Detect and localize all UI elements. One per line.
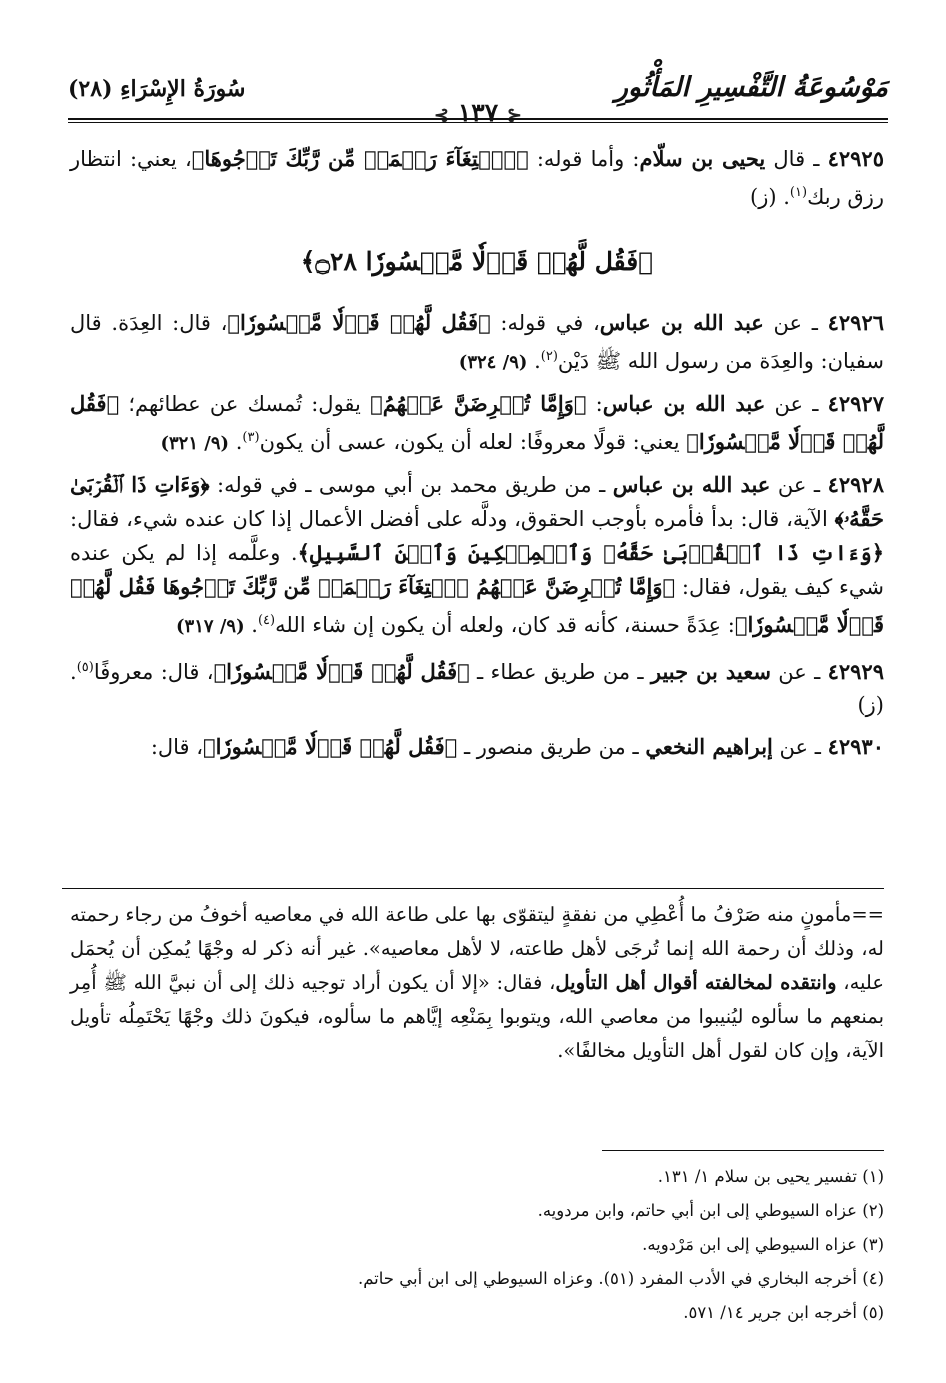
entry-text: :: [586, 392, 603, 416]
entry-text: : عِدَةً حسنة، كأنه قد كان، ولعله أن يكون إن شاء الله: [275, 613, 735, 637]
quran-quote: ﴿وَإِمَّا تُعۡرِضَنَّ عَنۡهُمُ ٱبۡتِغَآءَ رَحۡمَةٖ مِّن رَّبِّكَ تَرۡجُوهَا فَقُل لَّهُمۡ قَوۡلٗا مَّيۡسُورٗا﴾: [70, 574, 884, 637]
quran-quote: ﴿فَقُل لَّهُمۡ قَوۡلٗا مَّيۡسُورٗا﴾: [227, 310, 491, 335]
footnotes: [70, 1160, 884, 1330]
entry-text: ، قال: العِدَة. قال سفيان: والعِدَة من رسول الله ﷺ دَيْن: [70, 311, 884, 373]
entry-text: ـ من طريق محمد بن أبي موسى ـ في قوله:: [209, 473, 613, 497]
quran-quote: ﴿وَءَاتِ ذَا ٱلۡقُرۡبَىٰ حَقَّهُۥ﴾: [70, 472, 884, 531]
footnote-5: (٥) أخرجه ابن جرير ١٤/ ٥٧١.: [683, 1303, 884, 1322]
footnote-ref[interactable]: (٢): [540, 349, 558, 364]
entry-text: ، قال: معروفًا: [93, 660, 214, 684]
entry-number: ٤٢٩٢٧: [827, 391, 884, 416]
continuation-text-2: ، فقال: «إلا أن يكون أراد توجيه ذلك إلى أن نبيَّ الله ﷺ أُمِر بمنعهم ما سألوه ليُنيبوا من معاصي الله، ويتوبوا بِمَنْعِه إيَّاهم ما سألوه، فيكونَ ذلك وجْهًا يَحْتَمِلُه تأويل الآية، وإن كان لقول أهل التأويل مخالفًا».: [70, 971, 884, 1062]
entry-42930: [70, 730, 884, 764]
footnote-3: (٣) عزاه السيوطي إلى ابن مَرْدويه.: [642, 1235, 884, 1254]
ayah-heading: ﴿فَقُل لَّهُمۡ قَوۡلٗا مَّيۡسُورٗا ۝٢٨﴾: [300, 247, 654, 276]
footnote-2: (٢) عزاه السيوطي إلى ابن أبي حاتم، وابن مردويه.: [537, 1201, 884, 1220]
speaker-name: سعيد بن جبير: [650, 659, 771, 684]
speaker-name: إبراهيم النخعي: [645, 734, 773, 759]
quran-quote: ﴿فَقُل لَّهُمۡ قَوۡلٗا مَّيۡسُورٗا﴾: [203, 734, 458, 759]
entry-lead: قال: [765, 147, 806, 171]
surah-title: سُورَةُ الإِسْرَاءِ (٢٨): [68, 76, 246, 102]
book-title: مَوْسُوعَةُ التَّفْسِيرِ المَأْثُورِ: [614, 72, 888, 103]
ornament-left-icon: ⊰: [434, 105, 450, 126]
footnote-ref[interactable]: (٣): [242, 430, 260, 445]
entry-dash: ـ: [802, 311, 828, 335]
footnote-separator-long: [62, 888, 884, 889]
volume-page-ref: (٩/ ٣١٧): [176, 616, 245, 637]
entry-text: . وعلَّمه إذا لم يكن عنده شيء كيف يقول، فقال:: [70, 541, 884, 599]
entry-42926: [70, 306, 884, 379]
footnote-4: (٤) أخرجه البخاري في الأدب المفرد (٥١). وعزاه السيوطي إلى ابن أبي حاتم.: [357, 1269, 884, 1288]
speaker-name: يحيى بن سلّام: [639, 146, 766, 171]
entry-number: ٤٢٩٢٦: [827, 310, 885, 335]
entry-tail: .: [244, 613, 258, 637]
entry-42928: [70, 468, 884, 643]
entry-tail: . (ز): [70, 660, 884, 717]
volume-page-ref: (٩/ ٣٢١): [160, 433, 230, 454]
entry-lead: عن: [770, 660, 807, 684]
entry-42927: [70, 387, 884, 460]
volume-page-ref: (٩/ ٣٢٤): [458, 352, 528, 373]
entry-number: ٤٢٩٣٠: [827, 734, 884, 759]
footnote-separator-short: [602, 1150, 884, 1151]
speaker-name: عبد الله بن عباس: [599, 310, 764, 335]
entry-dash: ـ: [803, 392, 828, 416]
header-rule: [68, 118, 888, 120]
continuation-bold: وانتقده لمخالفته أقوال أهل التأويل: [555, 971, 837, 994]
quran-quote: ﴿فَقُل لَّهُمۡ قَوۡلٗا مَّيۡسُورٗا﴾: [70, 391, 884, 454]
entry-dash: ـ: [805, 147, 828, 171]
entry-lead: عن: [770, 473, 807, 497]
entry-number: ٤٢٩٢٥: [827, 146, 884, 171]
footnote-ref[interactable]: (٥): [76, 660, 94, 675]
entry-dash: ـ: [808, 735, 828, 759]
quran-quote: ﴿وَإِمَّا تُعۡرِضَنَّ عَنۡهُمُ﴾: [370, 391, 587, 416]
entry-dash: ـ: [806, 473, 828, 497]
entry-42925: [70, 142, 884, 214]
quran-quote: ﴿وَءَاتِ ذَا ٱلۡقُرۡبَىٰ حَقَّهُۥ وَٱلۡمِسۡكِينَ وَٱبۡنَ ٱلسَّبِيلِ﴾: [297, 540, 885, 565]
entry-text: ـ من طريق عطاء ـ: [469, 660, 651, 684]
entry-tail: . (ز): [750, 185, 790, 209]
entry-tail: .: [527, 349, 541, 373]
continued-footnote: [70, 898, 884, 1068]
entry-text: الآية، قال: بدأ فأمره بأوجب الحقوق، ودلَّه على أفضل الأعمال إذا كان عنده شيء، فقال:: [70, 507, 835, 531]
entry-text: يقول: تُمسك عن عطائهم؛: [119, 392, 371, 416]
speaker-name: عبد الله بن عباس: [602, 391, 766, 416]
footnote-ref[interactable]: (١): [789, 185, 808, 200]
quran-quote: ﴿فَقُل لَّهُمۡ قَوۡلٗا مَّيۡسُورٗا﴾: [213, 659, 470, 684]
entry-text: ، قال:: [150, 735, 204, 759]
entry-text: ، يعني: انتظار رزق ربك: [70, 147, 884, 209]
entry-lead: عن: [765, 392, 804, 416]
entry-text: يعني: قولًا معروفًا: لعله أن يكون، عسى أن يكون: [259, 430, 687, 454]
speaker-name: عبد الله بن عباس: [612, 472, 771, 497]
entry-lead: عن: [763, 311, 803, 335]
page-number: ١٣٧: [457, 98, 499, 127]
quran-quote: ﴿ٱبۡتِغَآءَ رَحۡمَةٖ مِّن رَّبِّكَ تَرۡجُوهَا﴾: [191, 146, 529, 171]
entry-text: ـ من طريق منصور ـ: [457, 735, 646, 759]
footnote-ref[interactable]: (٤): [257, 613, 276, 628]
entry-number: ٤٢٩٢٩: [827, 659, 884, 684]
entry-42929: [70, 651, 884, 722]
continuation-text: مأمونٍ منه صَرْفُ ما أُعْطِي من نفقةٍ ليتقوّى بها على طاعة الله في معاصيه أخوفُ من رجاء رحمته له، وذلك أن رحمة الله إنما تُرجَى لأهل طاعته، لا لأهل معاصيه». غير أنه ذكر له وجْهًا يُمكِن أن يُحمَل عليه،: [70, 903, 885, 994]
entry-text: : وأما قوله:: [528, 147, 640, 171]
entry-number: ٤٢٩٢٨: [827, 472, 884, 497]
header-rule-thin: [68, 122, 888, 123]
footnote-1: (١) تفسير يحيى بن سلام ١/ ١٣١.: [657, 1167, 884, 1186]
continuation-marker: ==: [851, 903, 884, 926]
entry-tail: .: [229, 430, 243, 454]
entry-text: ، في قوله:: [490, 311, 600, 335]
ornament-right-icon: ⊱: [506, 105, 522, 126]
entry-dash: ـ: [806, 660, 828, 684]
main-text: [70, 142, 884, 772]
entry-lead: عن: [772, 735, 809, 759]
